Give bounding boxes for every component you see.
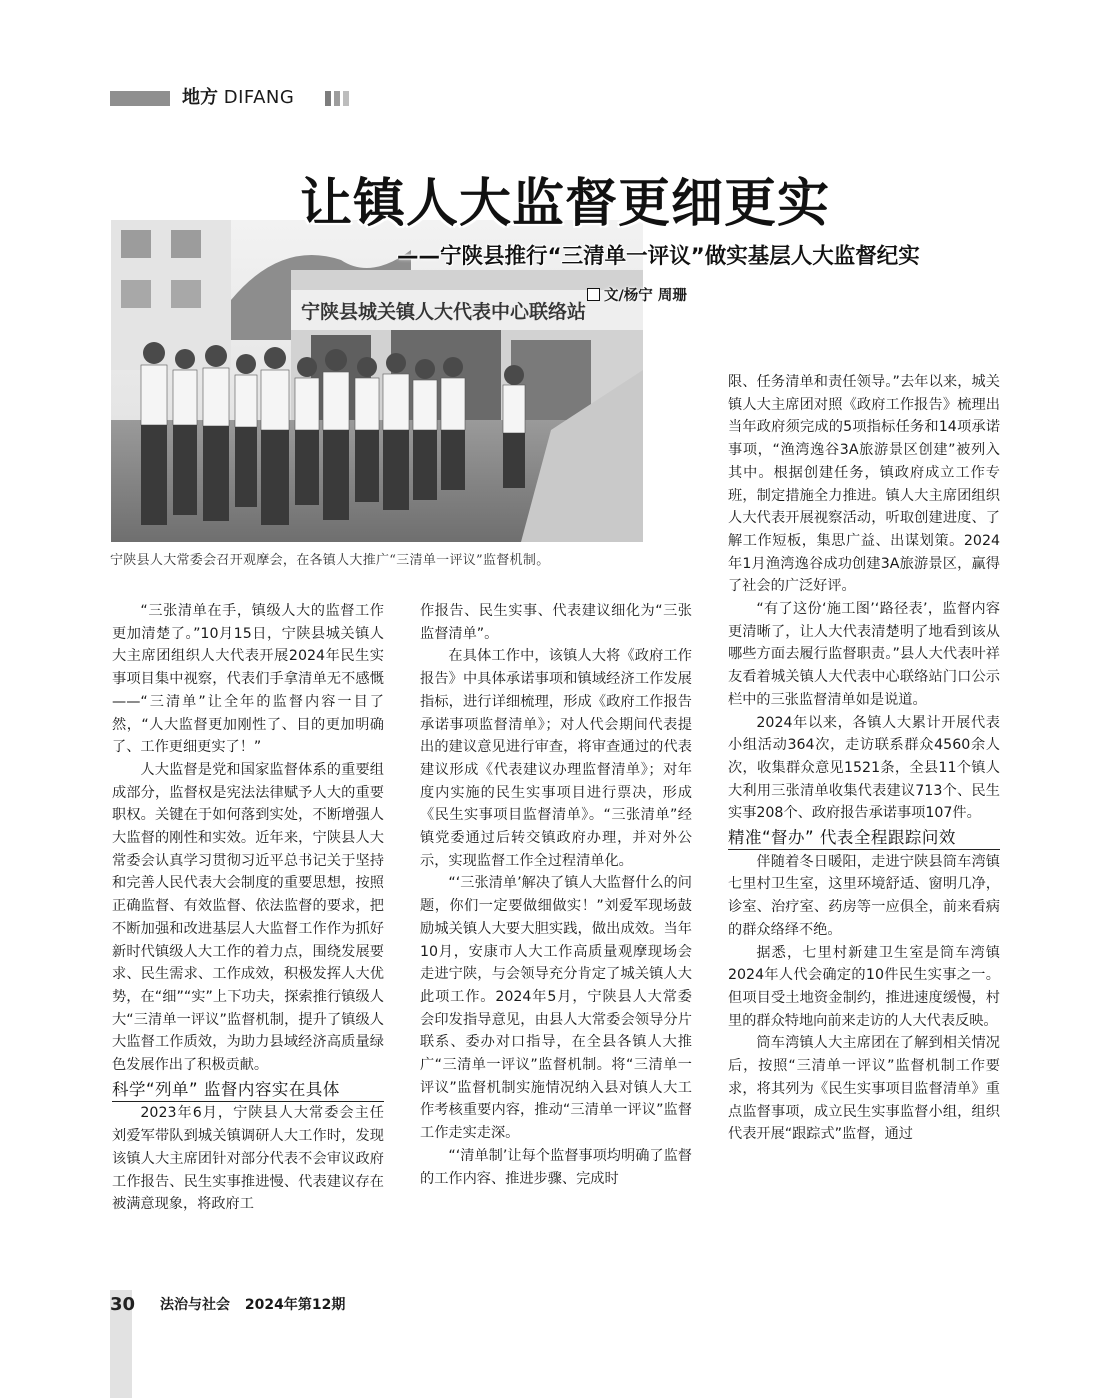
body-column-1 [112, 600, 384, 1216]
section-name-cn: 地方 [182, 87, 218, 108]
article-subtitle: ——宁陕县推行“三清单一评议”做实基层人大监督纪实 [397, 244, 920, 269]
paragraph: 据悉，七里村新建卫生室是筒车湾镇2024年人代会确定的10件民生实事之一。但项目受土地资金制约，推进速度缓慢，村里的群众特地向前来走访的人大代表反映。 [728, 944, 1000, 1029]
issue-label: 2024年第12期 [244, 1297, 346, 1313]
page-number: 30 [110, 1294, 136, 1315]
paragraph: 2023年6月，宁陕县人大常委会主任刘爱军带队到城关镇调研人大工作时，发现该镇人大主席团针对部分代表不会审议政府工作报告、民生实事推进慢、代表建议存在被满意现象，将政府工 [112, 1105, 384, 1213]
magazine-info [160, 1296, 345, 1314]
photo-caption: 宁陕县人大常委会召开观摩会，在各镇人大推广“三清单一评议”监督机制。 [110, 553, 550, 568]
paragraph: “‘清单制’让每个监督事项均明确了监督的工作内容、推进步骤、完成时 [420, 1147, 692, 1187]
paragraph: “有了这份‘施工图’‘路径表’，监督内容更清晰了，让人大代表清楚明了地看到该从哪些方面去履行监督职责。”县人大代表叶祥友看着城关镇人大代表中心联络站门口公示栏中的三张监督清单如是说道。 [728, 601, 1000, 708]
body-column-3 [728, 371, 1000, 1146]
header-deco-block [334, 91, 340, 106]
header-deco-block [343, 91, 349, 106]
paragraph: “三张清单在手，镇级人大的监督工作更加清楚了。”10月15日，宁陕县城关镇人大主席团组织人大代表开展2024年民生实事项目集中视察，代表们手拿清单无不感慨——“三清单”让全年的监督内容一目了然，“人大监督更加刚性了、目的更加明确了、工作更细更实了！” [112, 603, 384, 756]
byline-text: 文/杨宁 周珊 [604, 288, 687, 304]
section-header-bar [110, 91, 170, 106]
paragraph: 限、任务清单和责任领导。”去年以来，城关镇人大主席团对照《政府工作报告》梳理出当年政府须完成的5项指标任务和14项承诺事项，“渔湾逸谷3A旅游景区创建”被列入其中。根据创建任务，镇政府成立工作专班，制定措施全力推进。镇人大主席团组织人大代表开展视察活动，听取创建进度、了解工作短板，集思广益、出谋划策。2024年1月渔湾逸谷成功创建3A旅游景区，赢得了社会的广泛好评。 [728, 374, 1000, 595]
section-heading: 精准“督办” 代表全程跟踪问效 [728, 827, 1000, 850]
article-title: 让镇人大监督更细更实 [300, 174, 831, 234]
paragraph: 作报告、民生实事、代表建议细化为“三张监督清单”。 [420, 603, 692, 642]
paragraph: “‘三张清单’解决了镇人大监督什么的问题，你们一定要做细做实！”刘爱军现场鼓励城关镇人大要大胆实践，做出成效。当年10月，安康市人大工作高质量观摩现场会走进宁陕，与会领导充分肯定了城关镇人大此项工作。2024年5月，宁陕县人大常委会印发指导意见，由县人大常委会领导分片联系、委办对口指导，在全县各镇人大推广“三清单一评议”监督机制。将“三清单一评议”监督机制实施情况纳入县对镇人大工作考核重要内容，推动“三清单一评议”监督工作走实走深。 [420, 875, 692, 1142]
header-deco-block [325, 91, 331, 106]
building-sign: 宁陕县城关镇人大代表中心联络站 [301, 301, 587, 323]
paragraph: 在具体工作中，该镇人大将《政府工作报告》中具体承诺事项和镇域经济工作发展指标，进行详细梳理，形成《政府工作报告承诺事项监督清单》；对人代会期间代表提出的建议意见进行审查，将审查通过的代表建议形成《代表建议办理监督清单》；对年度内实施的民生实事项目进行票决，形成《民生实事项目监督清单》。“三张清单”经镇党委通过后转交镇政府办理，并对外公示，实现监督工作全过程清单化。 [420, 648, 692, 869]
magazine-name: 法治与社会 [160, 1297, 230, 1313]
section-header [182, 87, 294, 109]
paragraph: 伴随着冬日暖阳，走进宁陕县筒车湾镇七里村卫生室，这里环境舒适、窗明几净，诊室、治疗室、药房等一应俱全，前来看病的群众络绎不绝。 [728, 853, 1000, 938]
paragraph: 人大监督是党和国家监督体系的重要组成部分，监督权是宪法法律赋予人大的重要职权。关键在于如何落到实处，不断增强人大监督的刚性和实效。近年来，宁陕县人大常委会认真学习贯彻习近平总书记关于坚持和完善人民代表大会制度的重要思想，按照正确监督、有效监督、依法监督的要求，把不断加强和改进基层人大监督工作作为抓好新时代镇级人大工作的着力点，围绕发展要求、民生需求、工作成效，积极发挥人大优势，在“细”“实”上下功夫，探索推行镇级人大“三清单一评议”监督机制，提升了镇级人大监督工作质效，为助力县域经济高质量绿色发展作出了积极贡献。 [112, 761, 384, 1074]
body-column-2 [420, 600, 692, 1190]
paragraph: 筒车湾镇人大主席团在了解到相关情况后，按照“三清单一评议”监督机制工作要求，将其列为《民生实事项目监督清单》重点监督事项，成立民生实事监督小组，组织代表开展“跟踪式”监督，通过 [728, 1035, 1000, 1143]
article-byline [587, 285, 687, 307]
section-heading: 科学“列单” 监督内容实在具体 [112, 1079, 384, 1102]
section-name-en: DIFANG [223, 87, 295, 108]
paragraph: 2024年以来，各镇人大累计开展代表小组活动364次，走访联系群众4560余人次，收集群众意见1521条，全县11个镇人大利用三张清单收集代表建议713个、民生实事208个、政府报告承诺事项107件。 [728, 714, 1000, 822]
byline-box-icon [587, 288, 600, 301]
